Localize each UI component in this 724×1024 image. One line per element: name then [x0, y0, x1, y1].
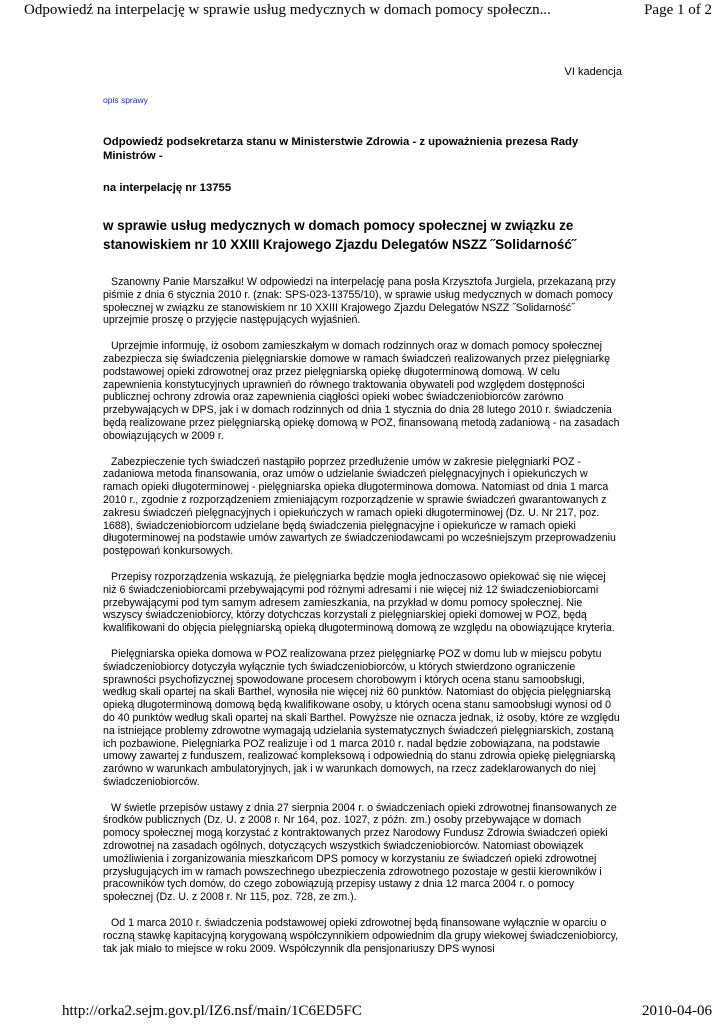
print-header-title: Odpowiedź na interpelację w sprawie usług medycznych w domach pomocy społeczn...: [24, 2, 551, 18]
term-label: VI kadencja: [564, 66, 622, 78]
answer-heading: Odpowiedź podsekretarza stanu w Ministerstwie Zdrowia - z upoważnienia prezesa Rady Ministrów -: [103, 136, 579, 162]
document-body: [103, 135, 621, 955]
print-header: [0, 0, 724, 22]
print-footer-date: 2010-04-06: [642, 1003, 712, 1019]
body-paragraph: Przepisy rozporządzenia wskazują, że pielęgniarka będzie mogła jednoczasowo opiekować się nie więcej niż 6 świadczeniobiorcami przebywającymi pod różnymi adresami i nie więcej niż 12 świadczeniobiorcami przebywającymi pod tym samym adresem zamieszkania, na przykład w domu pomocy społecznej. Nie wszyscy świadczeniobiorcy, którzy dotychczas korzystali z pielęgniarskiej opieki domowej w POZ, będą kwalifikowani do objęcia pielęgniarską opieką długoterminową domową ze względu na obowiązujące kryteria.: [103, 570, 615, 635]
case-description-link[interactable]: opis sprawy: [103, 95, 148, 105]
body-paragraph: W świetle przepisów ustawy z dnia 27 sierpnia 2004 r. o świadczeniach opieki zdrowotnej finansowanych ze środków publicznych (Dz. U. z 2008 r. Nr 164, poz. 1027, z późn. zm.) osoby przebywające w domach pomocy społecznej mogą korzystać z kontraktowanych przez Narodowy Fundusz Zdrowia świadczeń opieki zdrowotnej na zasadach ogólnych, dotyczących wszystkich świadczeniobiorców. Natomiast obowiązek umożliwienia i zorganizowania mieszkańcom DPS pomocy w korzystaniu ze świadczeń opieki zdrowotnej przysługujących im w ramach powszechnego ubezpieczenia zdrowotnego pozostaje w gestii kierowników i pracowników tych domów, do czego zobowiązują przepisy ustawy z dnia 12 marca 2004 r. o pomocy społecznej (Dz. U. z 2008 r. Nr 115, poz. 728, ze zm.).: [103, 801, 617, 904]
interpellation-number-heading: na interpelację nr 13755: [103, 182, 232, 194]
body-paragraph: Uprzejmie informuję, iż osobom zamieszkałym w domach rodzinnych oraz w domach pomocy społecznej zabezpiecza się świadczenia pielęgniarskie domowe w ramach świadczeń realizowanych przez pielęgniarkę podstawowej opieki zdrowotnej oraz przez pielęgniarską opiekę długoterminową domową. W celu zapewnienia konstytucyjnych uprawnień do równego traktowania obywateli pod względem dostępności publicznej ochrony zdrowia oraz zapewnienia ciągłości opieki wobec świadczeniobiorców zarówno przebywających w DPS, jak i w domach rodzinnych od dnia 1 stycznia do dnia 28 lutego 2010 r. świadczenia będą realizowane przez pielęgniarską opiekę domową w POZ, finansowaną metodą zadaniową - na zasadach obowiązujących w 2009 r.: [103, 340, 620, 442]
print-footer: [0, 1001, 724, 1023]
body-paragraph: Pielęgniarska opieka domowa w POZ realizowana przez pielęgniarkę POZ w domu lub w miejscu pobytu świadczeniobiorcy dotyczyła wyłącznie tych świadczeniobiorców, u których stwierdzono ograniczenie sprawności psychofizycznej spowodowane procesem chorobowym i których ocena stanu samoobsługi, według skali opartej na skali Barthel, wynosiła nie więcej niż 60 punktów. Natomiast do objęcia pielęgniarską opieką długoterminową domową będą kwalifikowane osoby, u których ocena stanu samoobsługi wynosi od 0 do 40 punktów według skali opartej na skali Barthel. Powyższe nie oznacza jednak, iż osoby, które ze względu na istniejące problemy zdrowotne wymagają udzielania systematycznych świadczeń pielęgniarskich, zostaną ich pozbawione. Pielęgniarka POZ realizuje i od 1 marca 2010 r. nadal będzie zobowiązana, na podstawie umowy zawartej z funduszem, realizować kompleksową i odpowiednią do stanu zdrowia opiekę pielęgniarską zarówno w warunkach ambulatoryjnych, jak i w warunkach domowych, na rzecz zadeklarowanych do niej świadczeniobiorców.: [103, 647, 620, 788]
body-paragraph: Szanowny Panie Marszałku! W odpowiedzi na interpelację pana posła Krzysztofa Jurgiela, przekazaną przy piśmie z dnia 6 stycznia 2010 r. (znak: SPS-023-13755/10), w sprawie usług medycznych w domach pomocy społecznej w związku ze stanowiskiem nr 10 XXIII Krajowego Zjazdu Delegatów NSZZ ˝Solidarność˝ uprzejmie proszę o przyjęcie następujących wyjaśnień.: [103, 276, 616, 327]
body-paragraph: Zabezpieczenie tych świadczeń nastąpiło poprzez przedłużenie umów w zakresie pielęgniarki POZ - zadaniowa metoda finansowania, oraz umów o udzielanie świadczeń pielęgnacyjnych i opiekuńczych w ramach opieki długoterminowej - pielęgniarska opieka długoterminowa domowa. Natomiast od dnia 1 marca 2010 r., zgodnie z rozporządzeniem zmieniającym rozporządzenie w sprawie świadczeń gwarantowanych z zakresu świadczeń pielęgnacyjnych i opiekuńczych w ramach opieki długoterminowej (Dz. U. Nr 217, poz. 1688), świadczeniobiorcom udzielane będą świadczenia pielęgnacyjne i opiekuńcze w ramach opieki długoterminowej na podstawie umów zawartych ze świadczeniodawcami po wcześniejszym przeprowadzeniu postępowań konkursowych.: [103, 455, 616, 558]
print-footer-url: http://orka2.sejm.gov.pl/IZ6.nsf/main/1C6ED5FC: [62, 1003, 362, 1019]
subject-heading: w sprawie usług medycznych w domach pomocy społecznej w związku ze stanowiskiem nr 10 XXIII Krajowego Zjazdu Delegatów NSZZ ˝Solidarność˝: [103, 218, 577, 252]
body-paragraph: Od 1 marca 2010 r. świadczenia podstawowej opieki zdrowotnej będą finansowane wyłącznie w oparciu o roczną stawkę kapitacyjną korygowaną współczynnikiem odpowiednim dla grupy wiekowej świadczeniobiorcy, tak jak miało to miejsce w roku 2009. Współczynnik dla pensjonariuszy DPS wynosi: [103, 917, 619, 955]
print-header-page-number: Page 1 of 2: [644, 2, 712, 18]
